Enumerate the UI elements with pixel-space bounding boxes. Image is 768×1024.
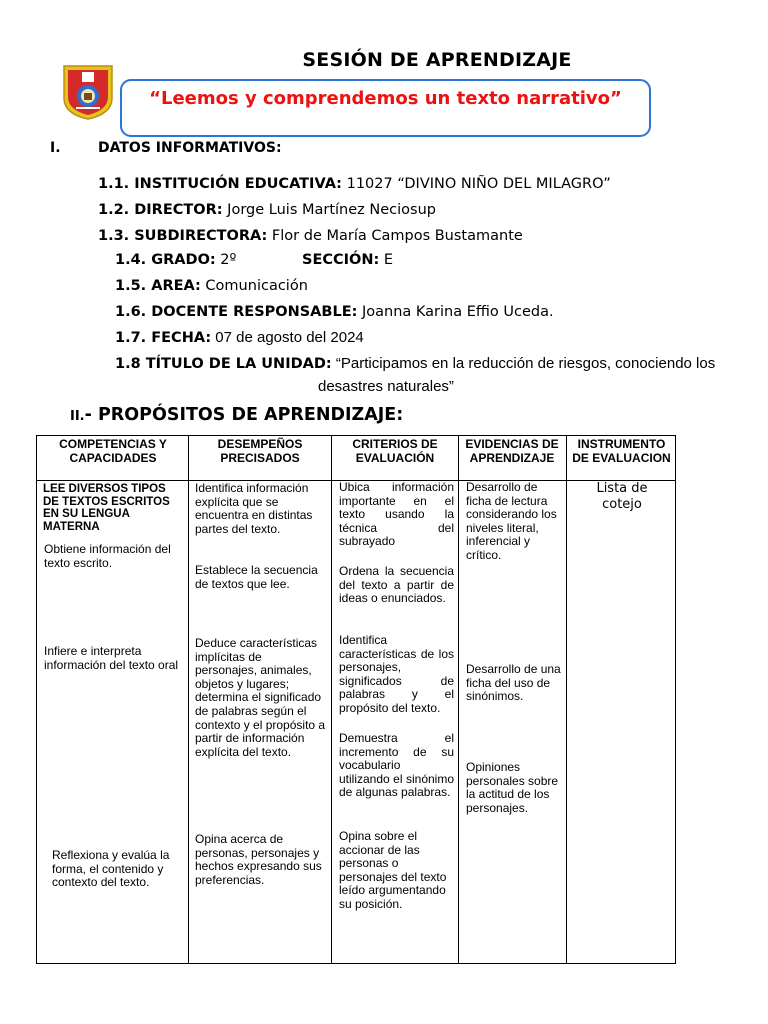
capacidad-item: Infiere e interpreta información del texto oral (44, 644, 179, 672)
column-divider (566, 436, 567, 963)
info-docente (115, 304, 554, 320)
criterio-item: Ubica información importante en el texto usando la técnica del subrayado (339, 480, 454, 549)
session-title-text: “Leemos y comprendemos un texto narrativo” (149, 88, 622, 109)
info-value: desastres naturales” (318, 378, 454, 395)
info-value: Comunicación (200, 278, 308, 294)
column-divider (458, 436, 459, 963)
competencia-title: LEE DIVERSOS TIPOS DE TEXTOS ESCRITOS EN SU LENGUA MATERNA (43, 483, 170, 533)
section-1-title: DATOS INFORMATIVOS: (98, 140, 282, 156)
criterio-item: Opina sobre el accionar de las personas o personajes del texto leído argumentando su posición. (339, 829, 447, 911)
info-label: 1.4. GRADO: (115, 252, 216, 268)
info-fecha (115, 329, 364, 346)
header-competencias: COMPETENCIAS Y CAPACIDADES (59, 437, 167, 465)
info-value: Joanna Karina Effio Uceda. (357, 304, 554, 320)
info-label: 1.2. DIRECTOR: (98, 202, 223, 218)
info-label: 1.6. DOCENTE RESPONSABLE: (115, 304, 358, 320)
header-desempenos: DESEMPEÑOS PRECISADOS (217, 437, 303, 465)
section-2-label: - PROPÓSITOS DE APRENDIZAJE: (84, 405, 404, 425)
info-unidad-line2 (318, 378, 454, 395)
info-value: 07 de agosto del 2024 (211, 329, 364, 346)
info-seccion (302, 252, 393, 268)
info-label: 1.7. FECHA: (115, 330, 212, 346)
desempeno-item: Opina acerca de personas, personajes y hechos expresando sus preferencias. (195, 832, 322, 887)
evidencia-item: Opiniones personales sobre la actitud de los personajes. (466, 760, 559, 815)
desempeno-item: Identifica información explícita que se encuentra en distintas partes del texto. (195, 481, 313, 536)
capacidad-item: Obtiene información del texto escrito. (44, 542, 171, 570)
capacidad-item: Reflexiona y evalúa la forma, el contenido y contexto del texto. (52, 848, 170, 890)
section-1-number: I. (50, 140, 61, 156)
desempeno-item: Deduce características implícitas de personajes, animales, objetos y lugares; determina el significado de palabras según el contexto y el propósito a partir de información explícita del texto. (195, 636, 326, 759)
instrumento-value: Lista de cotejo (596, 481, 648, 512)
info-subdirectora (98, 228, 523, 244)
criterio-item: Ordena la secuencia del texto a partir de ideas o enunciados. (339, 564, 454, 606)
criterio-item: Identifica características de los personajes, significados de palabras y el propósito del texto. (339, 633, 454, 715)
learning-purposes-table (36, 435, 676, 964)
desempeno-item: Establece la secuencia de textos que lee. (195, 563, 318, 591)
info-label: SECCIÓN: (302, 252, 380, 268)
info-value: Jorge Luis Martínez Neciosup (222, 202, 436, 218)
section-2-title (70, 405, 403, 425)
info-value: 2º (215, 252, 237, 268)
info-label: 1.3. SUBDIRECTORA: (98, 228, 268, 244)
info-value: Flor de María Campos Bustamante (267, 228, 523, 244)
info-value: “Participamos en la reducción de riesgos, conociendo los (331, 355, 716, 372)
info-label: 1.8 TÍTULO DE LA UNIDAD: (115, 356, 332, 372)
column-divider (331, 436, 332, 963)
section-2-number: II. (70, 409, 85, 424)
document-title: SESIÓN DE APRENDIZAJE (302, 49, 572, 71)
session-title-banner (120, 79, 651, 137)
evidencia-item: Desarrollo de una ficha del uso de sinónimos. (466, 662, 561, 704)
info-label: 1.1. INSTITUCIÓN EDUCATIVA: (98, 176, 342, 192)
info-value: 11027 “DIVINO NIÑO DEL MILAGRO” (341, 176, 611, 192)
header-criterios: CRITERIOS DE EVALUACIÓN (352, 437, 438, 465)
info-label: 1.5. AREA: (115, 278, 201, 294)
info-grado (115, 252, 236, 268)
header-evidencias: EVIDENCIAS DE APRENDIZAJE (465, 437, 559, 465)
column-divider (188, 436, 189, 963)
header-instrumento: INSTRUMENTO DE EVALUACION (572, 437, 671, 465)
info-director (98, 202, 436, 218)
info-area (115, 278, 308, 294)
info-institucion (98, 176, 611, 192)
criterio-item: Demuestra el incremento de su vocabulario utilizando el sinónimo de algunas palabras. (339, 731, 454, 800)
info-unidad (115, 355, 715, 372)
evidencia-item: Desarrollo de ficha de lectura considerando los niveles literal, inferencial y crítico. (466, 480, 557, 562)
info-value: E (379, 252, 394, 268)
school-crest-logo (62, 64, 114, 120)
